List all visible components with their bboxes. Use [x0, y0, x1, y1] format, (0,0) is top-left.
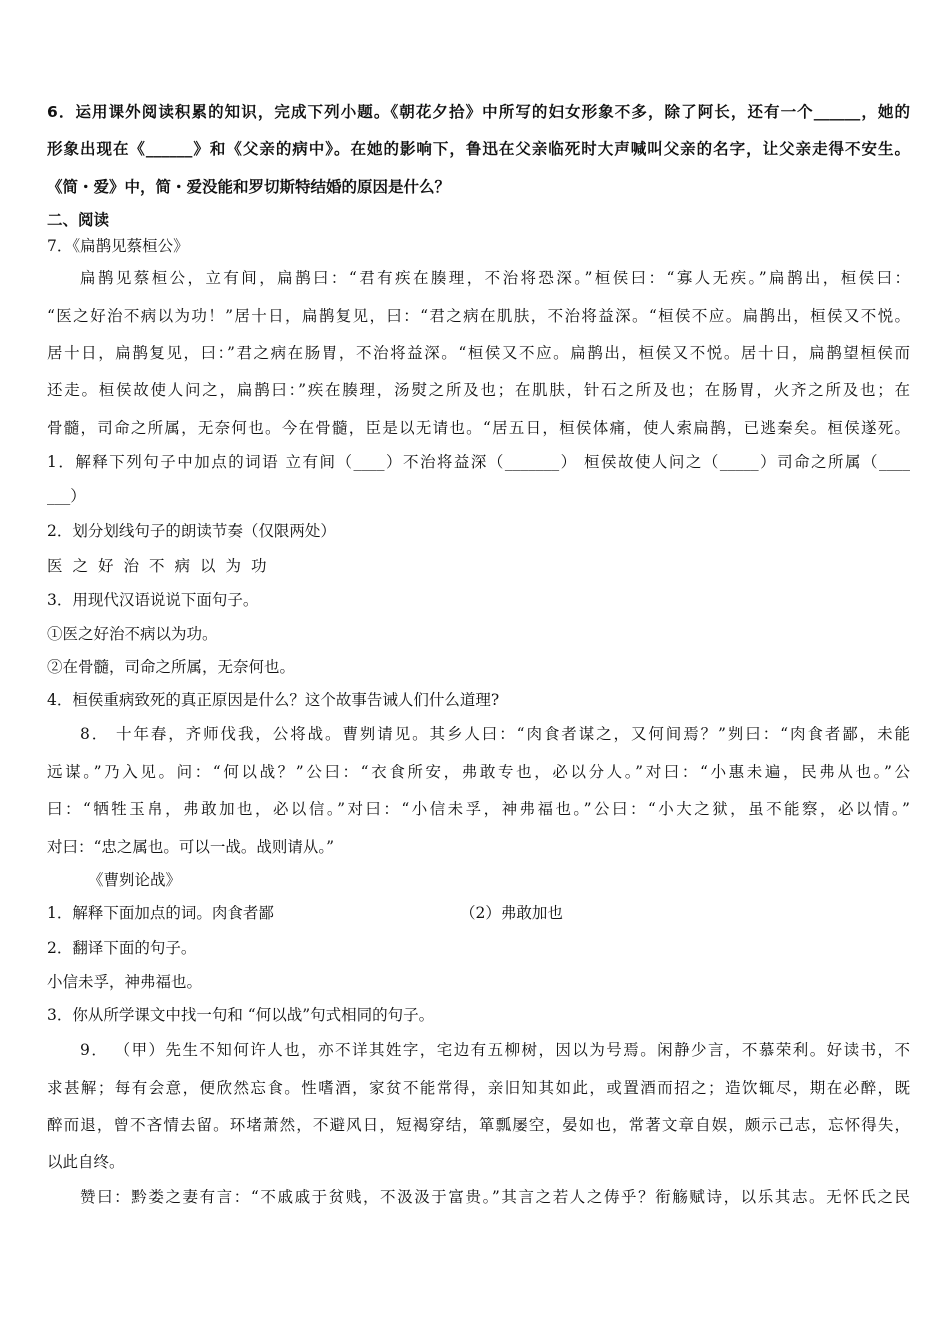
- q6-line-1: 6．运用课外阅读积累的知识，完成下列小题。《朝花夕拾》中所写的妇女形象不多，除了阿长，还有一个______，她的: [47, 103, 910, 121]
- q7-sub1-continued: ___）: [47, 487, 86, 505]
- q8-title: 《曹刿论战》: [88, 871, 182, 889]
- q7-sub2: 2．划分划线句子的朗读节奏（仅限两处）: [47, 522, 336, 540]
- q8-sub3: 3．你从所学课文中找一句和 “何以战”句式相同的句子。: [47, 1006, 435, 1024]
- q8-passage-line-3: 曰：“牺牲玉帛，弗敢加也，必以信。”对曰：“小信未孚，神弗福也。”公曰：“小大之狱，虽不能察，必以情。”: [47, 800, 910, 818]
- q9-passage-line-2: 求甚解；每有会意，便欣然忘食。性嗜酒，家贫不能常得，亲旧知其如此，或置酒而招之；造饮辄尽，期在必醉，既: [47, 1079, 910, 1097]
- q7-passage-line-5: 骨髓，司命之所属，无奈何也。今在骨髓，臣是以无请也。“居五日，桓侯体痛，使人索扁鹊，已逃秦矣。桓侯遂死。: [47, 419, 910, 437]
- q7-passage-line-2: “医之好治不病以为功！”居十日，扁鹊复见，曰：“君之病在肌肤，不治将益深。“桓侯不应。扁鹊出，桓侯又不悦。: [47, 307, 910, 325]
- q8-sub1a: 1．解释下面加点的词。肉食者鄙: [47, 904, 274, 922]
- q7-title: 7．《扁鹊见蔡桓公》: [47, 237, 189, 255]
- q8-passage-line-1: 8． 十年春，齐师伐我，公将战。曹刿请见。其乡人曰：“肉食者谋之，又何间焉？”刿曰：“肉食者鄙，未能: [80, 725, 910, 743]
- q7-passage-line-3: 居十日，扁鹊复见，曰：”君之病在肠胃，不治将益深。“桓侯又不应。扁鹊出，桓侯又不悦。居十日，扁鹊望桓侯而: [47, 344, 910, 362]
- q7-sub3-b: ②在骨髓，司命之所属，无奈何也。: [47, 658, 296, 676]
- q7-sub1: 1．解释下列句子中加点的词语 立有间（____）不治将益深（_______） 桓侯故使人问之（_____）司命之所属（____: [47, 453, 910, 471]
- q6-line-3: 《简・爱》中，简・爱没能和罗切斯特结婚的原因是什么？: [47, 178, 451, 196]
- q7-sub4: 4．桓侯重病致死的真正原因是什么？这个故事告诫人们什么道理?: [47, 691, 500, 709]
- q8-passage-line-2: 远谋。”乃入见。问：“何以战？”公曰：“衣食所安，弗敢专也，必以分人。”对曰：“小惠未遍，民弗从也。”公: [47, 763, 910, 781]
- q8-sub2: 2．翻译下面的句子。: [47, 939, 197, 957]
- q9-zan: 赞曰：黔娄之妻有言：“不戚戚于贫贱，不汲汲于富贵。”其言之若人之俦乎？衔觞赋诗，以乐其志。无怀氏之民: [80, 1188, 910, 1206]
- q7-passage-line-4: 还走。桓侯故使人问之，扁鹊曰：”疾在腠理，汤熨之所及也；在肌肤，针石之所及也；在肠胃，火齐之所及也；在: [47, 381, 910, 399]
- q9-passage-line-1: 9． （甲）先生不知何许人也，亦不详其姓字，宅边有五柳树，因以为号焉。闲静少言，不慕荣利。好读书，不: [80, 1041, 910, 1059]
- q7-sub3: 3．用现代汉语说说下面句子。: [47, 591, 259, 609]
- q6-line-2: 形象出现在《______》和《父亲的病中》。在她的影响下，鲁迅在父亲临死时大声喊叫父亲的名字，让父亲走得不安生。: [47, 140, 910, 158]
- section-2-title: 二、阅读: [47, 211, 110, 229]
- q7-passage-line-1: 扁鹊见蔡桓公，立有间，扁鹊曰：“君有疾在腠理，不治将恐深。”桓侯曰：“寡人无疾。”扁鹊出，桓侯曰：: [80, 269, 910, 287]
- q8-passage-line-4: 对曰：“忠之属也。可以一战。战则请从。”: [47, 838, 335, 856]
- q9-passage-line-3: 醉而退，曾不吝情去留。环堵萧然，不避风日，短褐穿结，箪瓢屡空，晏如也，常著文章自娱，颇示己志，忘怀得失，: [47, 1116, 910, 1134]
- q9-passage-line-4: 以此自终。: [47, 1153, 125, 1171]
- q8-sub1b: （2）弗敢加也: [460, 904, 563, 922]
- q7-sub2-sentence: 医之好治不病以为功: [47, 557, 277, 575]
- q8-sub2-sentence: 小信未孚，神弗福也。: [47, 973, 203, 991]
- q7-sub3-a: ①医之好治不病以为功。: [47, 625, 218, 643]
